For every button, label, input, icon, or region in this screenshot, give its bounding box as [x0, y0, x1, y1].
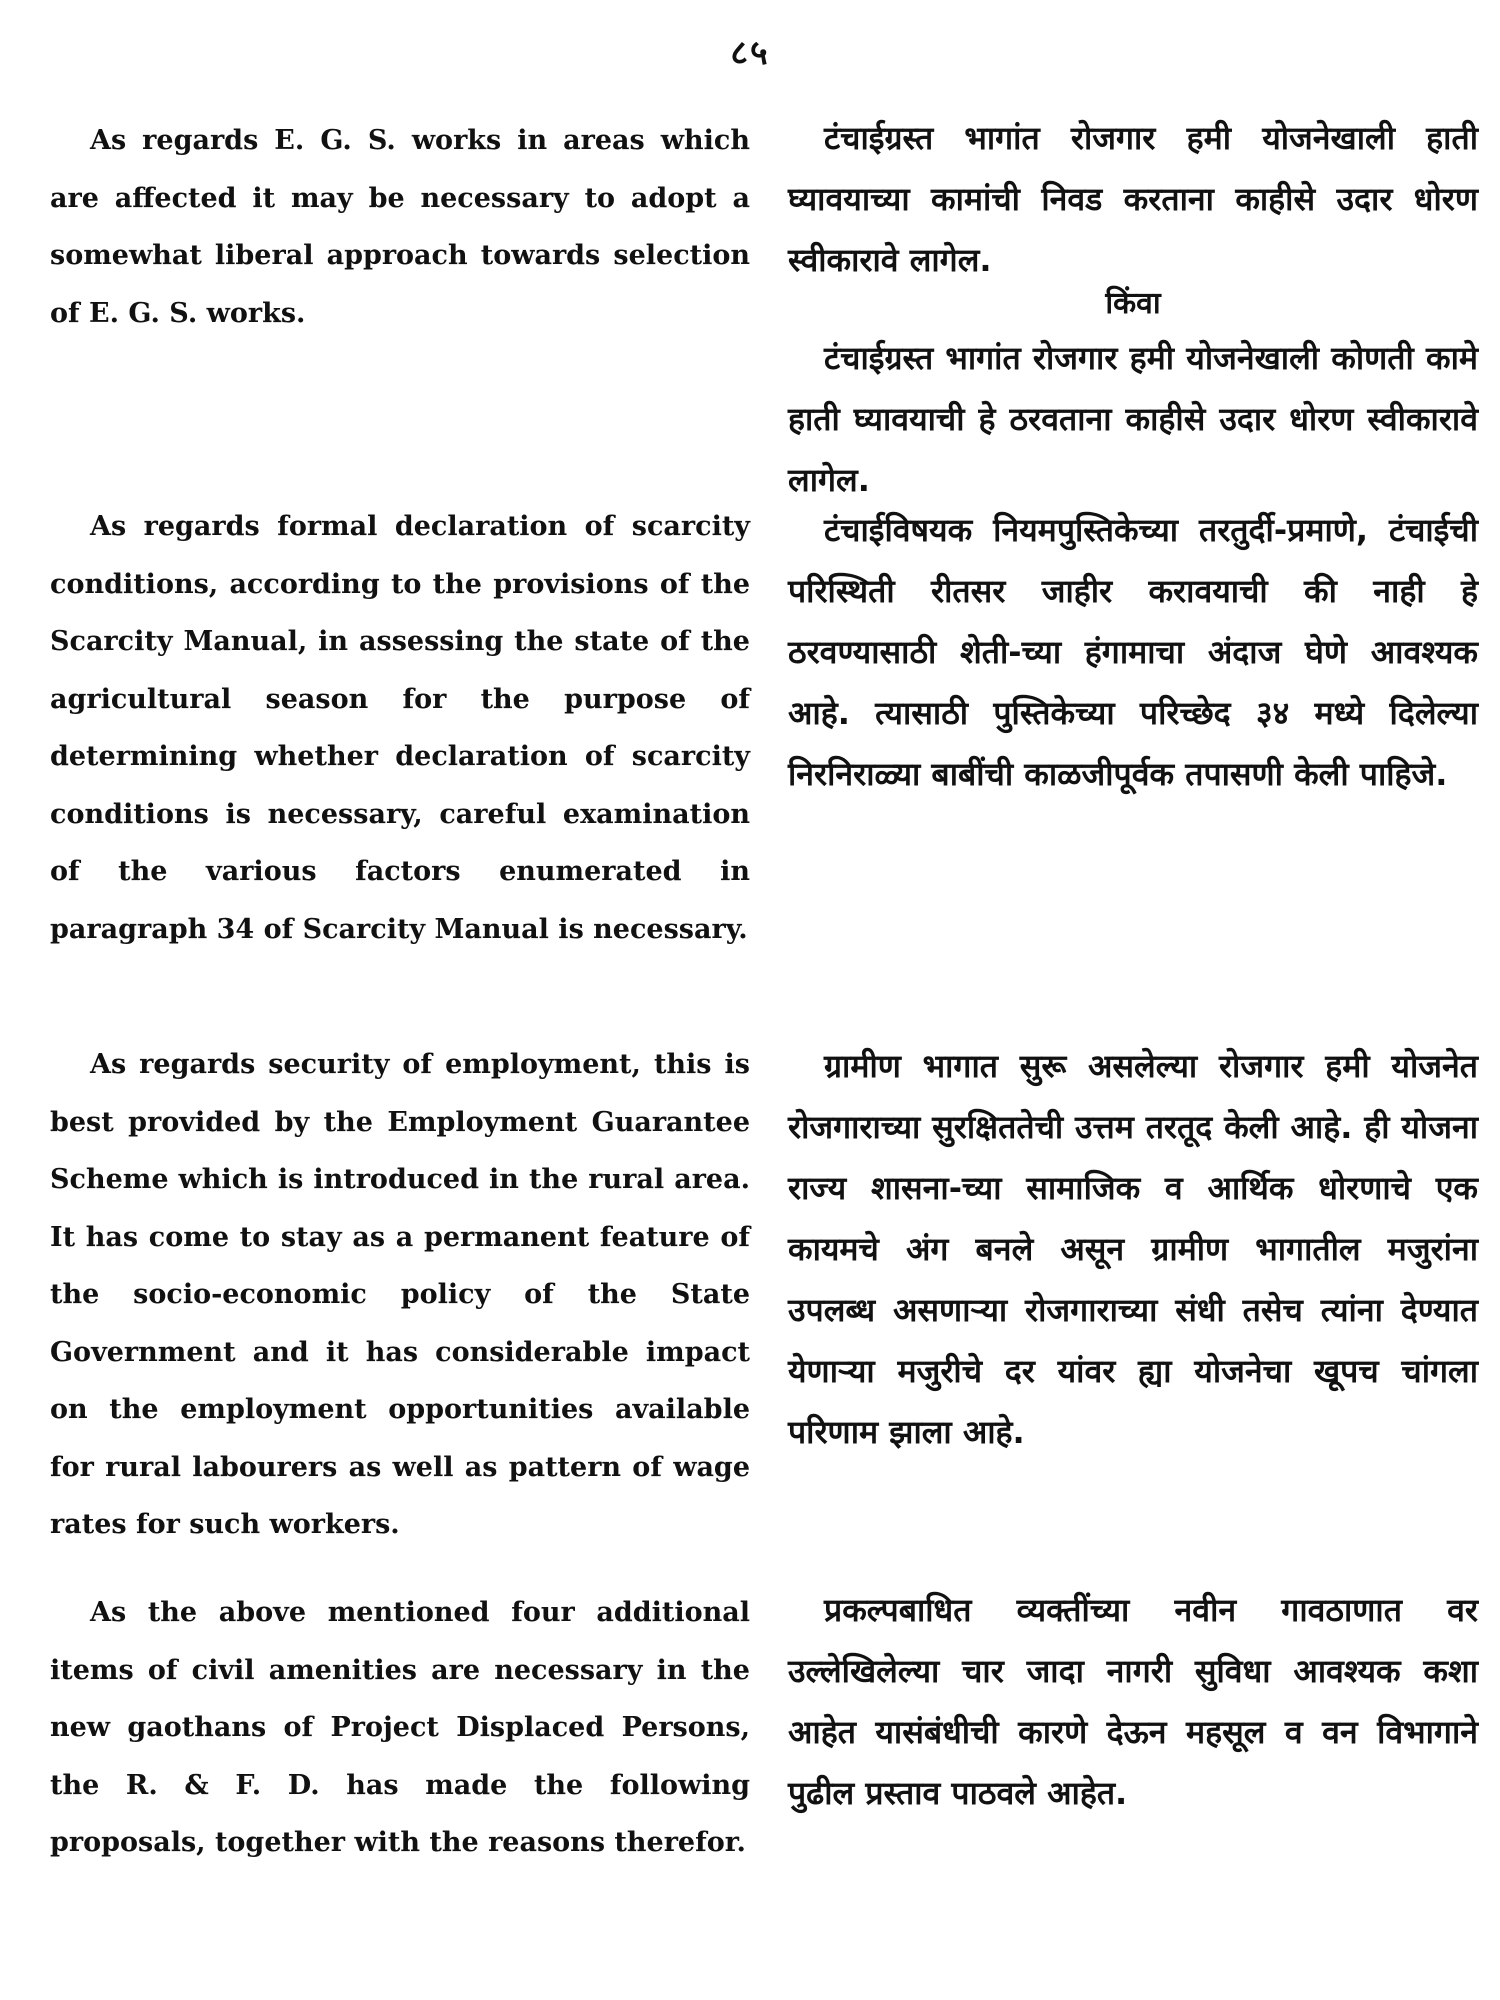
page-number: ८५ [730, 33, 770, 73]
marathi-or-word: किंवा [1105, 286, 1161, 321]
marathi-paragraph-civil-amenities: प्रकल्पबाधित व्यक्तींच्या नवीन गावठाणात वर उल्लेखिलेल्या चार जादा नागरी सुविधा आवश्यक कशा आहेत यासंबंधीची कारणे देऊन महसूल व वन विभागाने पुढील प्रस्ताव पाठवले आहेत. [788, 1591, 1478, 1812]
marathi-paragraph-employment-security: ग्रामीण भागात सुरू असलेल्या रोजगार हमी योजनेत रोजगाराच्या सुरक्षिततेची उत्तम तरतूद केली आहे. ही योजना राज्य शासना-च्या सामाजिक व आर्थिक धोरणाचे एक कायमचे अंग बनले असून ग्रामीण भागातील मजुरांना उपलब्ध असणाऱ्या रोजगाराच्या संधी तसेच त्यांना देण्यात येणाऱ्या मजुरीचे दर यांवर ह्या योजनेचा खूपच चांगला परिणाम झाला आहे. [788, 1047, 1478, 1451]
marathi-paragraph-egs-works-alternate: टंचाईग्रस्त भागांत रोजगार हमी योजनेखाली कोणती कामे हाती घ्यावयाची हे ठरवताना काहीसे उदार धोरण स्वीकारावे लागेल. [788, 339, 1478, 499]
marathi-paragraph-egs-works: टंचाईग्रस्त भागांत रोजगार हमी योजनेखाली हाती घ्यावयाच्या कामांची निवड करताना काहीसे उदार धोरण स्वीकारावे लागेल. [788, 119, 1478, 279]
english-paragraph-scarcity-declaration: As regards formal declaration of scarcity conditions, according to the provisions of the Scarcity Manual, in assessing the state of the agricultural season for the purpose of determining whether declaration of scarcity conditions is necessary, careful examination of the various factors enumerated in paragraph 34 of Scarcity Manual is necessary. [50, 511, 750, 945]
marathi-paragraph-scarcity-declaration: टंचाईविषयक नियमपुस्तिकेच्या तरतुर्दी-प्रमाणे, टंचाईची परिस्थिती रीतसर जाहीर करावयाची की नाही हे ठरवण्यासाठी शेती-च्या हंगामाचा अंदाज घेणे आवश्यक आहे. त्यासाठी पुस्तिकेच्या परिच्छेद ३४ मध्ये दिलेल्या निरनिराळ्या बाबींची काळजीपूर्वक तपासणी केली पाहिजे. [788, 511, 1478, 793]
english-paragraph-egs-works: As regards E. G. S. works in areas which are affected it may be necessary to adopt a somewhat liberal approach towards selection of E. G. S. works. [50, 125, 750, 329]
english-paragraph-civil-amenities: As the above mentioned four additional items of civil amenities are necessary in the new gaothans of Project Displaced Persons, the R. & F. D. has made the following proposals, together with the reasons therefor. [50, 1597, 750, 1858]
english-paragraph-employment-security: As regards security of employment, this is best provided by the Employment Guarantee Scheme which is introduced in the rural area. It has come to stay as a permanent feature of the socio-economic policy of the State Government and it has considerable impact on the employment opportunities available for rural labourers as well as pattern of wage rates for such workers. [50, 1049, 750, 1540]
